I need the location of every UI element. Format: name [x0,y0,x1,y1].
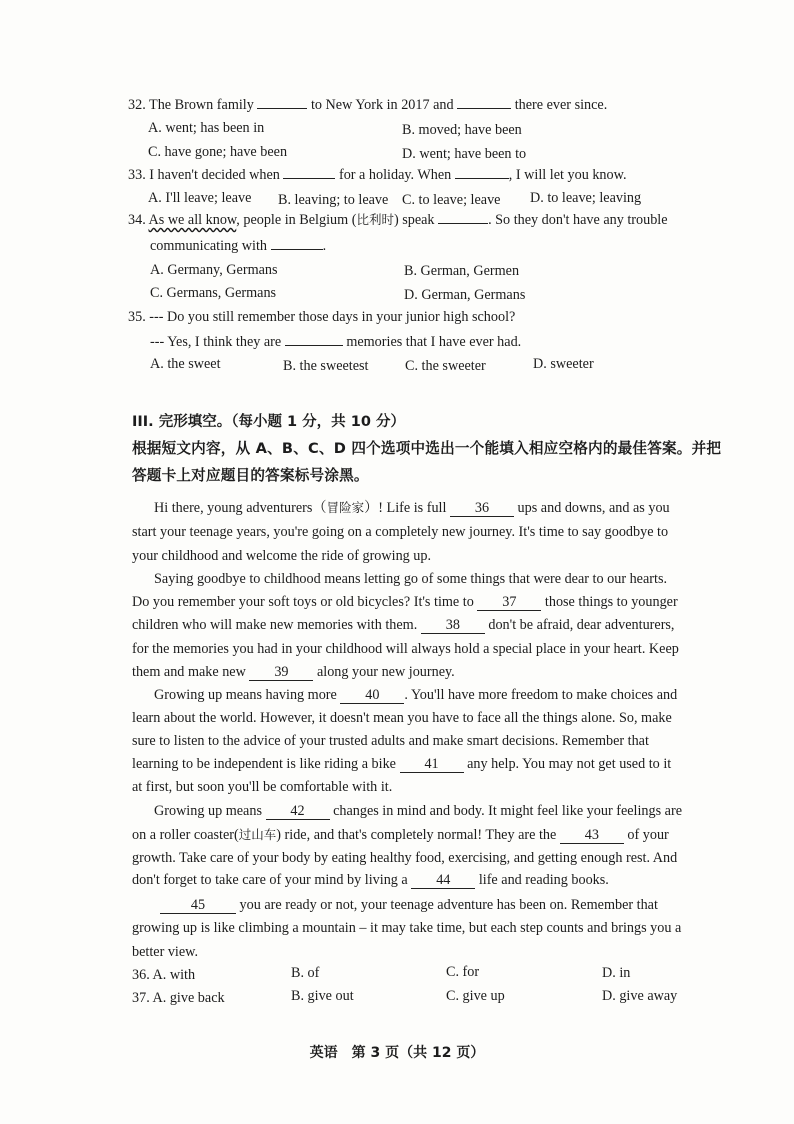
p3-l4-part2: any help. You may not get used to it [467,756,672,772]
p5-l1-part2: you are ready or not, your teenage adventure has been on. Remember that [239,897,658,913]
section-3-instruction-line2: 答题卡上对应题目的答案标号涂黑。 [132,467,369,484]
blank-36: 36 [450,500,514,517]
p4-l2-part2: ) ride, and that's completely normal! They are the [276,827,557,843]
q34-option-c: C. Germans, Germans [150,285,277,301]
p4-l1-part2: changes in mind and body. It might feel like your feelings are [333,803,682,819]
blank-37: 37 [477,594,541,611]
q33-blank-1 [283,165,335,179]
p4-chinese-gloss: 过山车 [238,827,277,842]
q34-underlined-phrase: As we all know [148,212,237,228]
section-3-title: III. 完形填空。（每小题 1 分，共 10 分） [132,414,405,430]
question-35-answer-line [150,332,521,351]
passage-p3-line3: sure to listen to the advice of your trusted adults and make smart decisions. Remember that [132,733,649,749]
q35-stem-part2: --- Yes, I think they are [150,334,282,350]
p2-l3-part1: children who will make new memories with them. [132,617,418,633]
passage-p4-line2 [132,826,669,844]
p2-l2-part1: Do you remember your soft toys or old bicycles? It's time to [132,594,474,610]
passage-p3-line5: at first, but soon you'll be comfortable with it. [132,779,393,795]
q35-stem-part3: memories that I have ever had. [346,334,522,350]
passage-p4-line1 [154,802,682,820]
q33-blank-2 [455,165,509,179]
passage-p5-line2: growing up is like climbing a mountain – it may take time, but each step counts and brings you a [132,920,682,936]
q36-option-a: 36. A. with [132,967,196,983]
blank-40: 40 [340,687,404,704]
passage-p4-line3: growth. Take care of your body by eating healthy food, exercising, and getting enough rest. And [132,850,678,866]
q33-stem-part2: for a holiday. When [338,167,452,183]
q32-stem-part1: 32. The Brown family [128,97,254,113]
q34-stem-part2: ) speak [393,212,435,228]
p4-l2-part1: on a roller coaster( [132,827,239,843]
passage-p2-line5 [132,663,455,681]
p3-l4-part1: learning to be independent is like riding a bike [132,756,396,772]
q34-blank-1 [438,210,488,224]
p4-l2-part3: of your [627,827,669,843]
p1-l1-part2: ）! Life is full [364,500,447,516]
blank-39: 39 [249,664,313,681]
p1-l1-part1: Hi there, young adventurers（ [154,500,327,516]
blank-42: 42 [266,803,330,820]
q34-number: 34. [128,212,146,228]
question-32-stem [128,95,607,114]
passage-p2-line1: Saying goodbye to childhood means letting go of some things that were dear to our hearts. [154,571,668,587]
question-34-stem [128,210,668,229]
passage-p5-line3: better view. [132,944,199,960]
q36-option-b: B. of [291,965,320,981]
q36-option-d: D. in [602,965,631,981]
q35-option-d: D. sweeter [533,356,594,372]
q35-blank [285,332,343,346]
q34-stem-part1: , people in Belgium ( [236,212,357,228]
question-35-stem: 35. --- Do you still remember those days in your junior high school? [128,309,516,325]
q37-option-d: D. give away [602,988,678,1004]
q32-option-d: D. went; have been to [402,146,527,162]
p2-l2-part2: those things to younger [544,594,678,610]
blank-41: 41 [400,756,464,773]
passage-p3-line1 [154,686,677,704]
q32-option-c: C. have gone; have been [148,144,288,160]
passage-p1-line1 [154,499,670,517]
p4-l4-part2: life and reading books. [478,872,609,888]
q32-stem-part2: to New York in 2017 and [310,97,454,113]
q32-blank-2 [457,95,511,109]
q34-blank-2 [271,236,323,250]
q33-stem-part3: , I will let you know. [508,167,627,183]
q34-line2-end: . [322,238,327,254]
question-34-line2 [150,236,326,255]
blank-38: 38 [421,617,485,634]
q34-chinese-gloss: 比利时 [356,212,394,227]
q32-stem-part3: there ever since. [514,97,608,113]
q35-option-a: A. the sweet [150,356,221,372]
q33-option-a: A. I'll leave; leave [148,190,252,206]
passage-p3-line2: learn about the world. However, it doesn't mean you have to face all the things alone. So, make [132,710,672,726]
p4-l4-part1: don't forget to take care of your mind by living a [132,872,408,888]
p3-l1-part2: . You'll have more freedom to make choices and [404,687,678,703]
passage-p2-line3 [132,616,674,634]
q34-line2-text: communicating with [150,238,268,254]
passage-p4-line4 [132,871,609,889]
passage-p2-line4: for the memories you had in your childhood will always hold a special place in your heart. Keep [132,641,679,657]
p2-l3-part2: don't be afraid, dear adventurers, [488,617,675,633]
q33-option-c: C. to leave; leave [402,192,501,208]
blank-45: 45 [160,897,236,914]
q32-blank-1 [257,95,307,109]
p2-l5-part1: them and make new [132,664,246,680]
question-33-stem [128,165,627,184]
q34-option-a: A. Germany, Germans [150,262,278,278]
q32-option-b: B. moved; have been [402,122,522,138]
q34-option-d: D. German, Germans [404,287,526,303]
q32-option-a: A. went; has been in [148,120,265,136]
q34-option-b: B. German, Germen [404,263,520,279]
p4-l1-part1: Growing up means [154,803,262,819]
passage-p1-line2: start your teenage years, you're going on a completely new journey. It's time to say goodbye to [132,524,669,540]
q37-option-a: 37. A. give back [132,990,225,1006]
q35-option-c: C. the sweeter [405,358,486,374]
q37-option-b: B. give out [291,988,354,1004]
section-3-instruction-line1: 根据短文内容，从 A、B、C、D 四个选项中选出一个能填入相应空格内的最佳答案。并把 [132,440,722,457]
p2-l5-part2: along your new journey. [316,664,455,680]
q37-option-c: C. give up [446,988,505,1004]
page-footer: 英语 第 3 页（共 12 页） [309,1045,485,1061]
q33-option-b: B. leaving; to leave [278,192,389,208]
blank-44: 44 [411,872,475,889]
passage-p2-line2 [132,593,678,611]
p1-chinese-gloss: 冒险家 [326,500,365,515]
blank-43: 43 [560,827,624,844]
q33-stem-part1: 33. I haven't decided when [128,167,280,183]
q33-option-d: D. to leave; leaving [530,190,642,206]
passage-p3-line4 [132,755,671,773]
q35-option-b: B. the sweetest [283,358,369,374]
q36-option-c: C. for [446,964,480,980]
passage-p5-line1 [160,896,658,914]
q34-stem-part3: . So they don't have any trouble [488,212,668,228]
passage-p1-line3: your childhood and welcome the ride of growing up. [132,548,432,564]
p3-l1-part1: Growing up means having more [154,687,337,703]
p1-l1-part3: ups and downs, and as you [517,500,670,516]
